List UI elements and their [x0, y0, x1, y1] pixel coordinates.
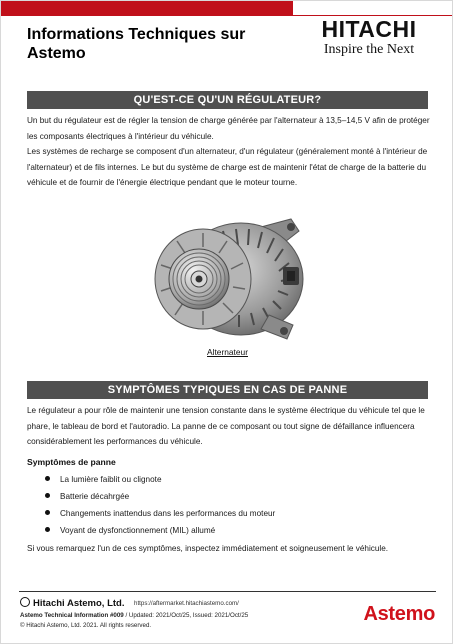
top-red-bar	[1, 1, 293, 15]
figure-caption: Alternateur	[207, 347, 248, 357]
hitachi-mark-icon	[20, 597, 30, 607]
hitachi-wordmark: HITACHI	[321, 16, 417, 42]
footer-doc-id: Astemo Technical Information #009	[20, 612, 124, 619]
bullet-icon	[45, 527, 50, 532]
symptom-text: Changements inattendus dans les performances du moteur	[60, 509, 276, 518]
bullet-icon	[45, 476, 50, 481]
footer-doc-info	[20, 612, 248, 619]
intro-paragraph-2: Les systèmes de recharge se composent d'un alternateur, d'un régulateur (généralement monté à l'intérieur de l'alternateur) et de fils internes. Le but du système de charge est de maintenir l'état de charge de la batterie du véhicule et de fournir de l'énergie électrique pendant que le moteur tourne.	[27, 147, 428, 188]
hitachi-logo	[304, 17, 434, 58]
footer-company-name: Hitachi Astemo, Ltd.	[33, 598, 125, 609]
symptoms-intro-paragraph: Le régulateur a pour rôle de maintenir une tension constante dans le système électrique du véhicule tel que le phare, le tableau de bord et l'autoradio. La panne de ce composant ou tout signe de défaillance influencera considérablement les performances du véhicule.	[27, 406, 425, 447]
bullet-icon	[45, 510, 50, 515]
list-item	[45, 505, 275, 522]
document-title: Informations Techniques sur Astemo	[27, 26, 246, 62]
footer-doc-dates: / Updated: 2021/Oct/25, Issued: 2021/Oct/25	[123, 612, 249, 619]
symptom-text: La lumière faiblit ou clignote	[60, 475, 162, 484]
footer-divider	[19, 591, 436, 592]
symptom-text: Voyant de dysfonctionnement (MIL) allumé	[60, 526, 216, 535]
symptoms-list	[45, 471, 275, 539]
footer-company	[20, 597, 125, 609]
section-heading-symptomes: SYMPTÔMES TYPIQUES EN CAS DE PANNE	[27, 381, 428, 399]
intro-paragraph-1: Un but du régulateur est de régler la tension de charge générée par l'alternateur à 13,5–14,5 V afin de protéger les composants électriques à l'intérieur du véhicule.	[27, 116, 430, 141]
closing-paragraph: Si vous remarquez l'un de ces symptômes, inspectez immédiatement et soigneusement le véhicule.	[27, 544, 389, 553]
footer-url-link[interactable]: https://aftermarket.hitachiastemo.com/	[134, 600, 239, 607]
alternator-illustration	[141, 207, 313, 345]
hitachi-tagline: Inspire the Next	[323, 42, 415, 57]
bullet-icon	[45, 493, 50, 498]
list-item	[45, 522, 275, 539]
footer-copyright: © Hitachi Astemo, Ltd. 2021. All rights reserved.	[20, 622, 152, 629]
astemo-logo: Astemo	[363, 603, 435, 625]
section-heading-regulateur: QU'EST-CE QU'UN RÉGULATEUR?	[27, 91, 428, 109]
symptom-text: Batterie décahrgée	[60, 492, 130, 501]
list-item	[45, 488, 275, 505]
list-item	[45, 471, 275, 488]
symptoms-subheading: Symptômes de panne	[27, 457, 116, 467]
